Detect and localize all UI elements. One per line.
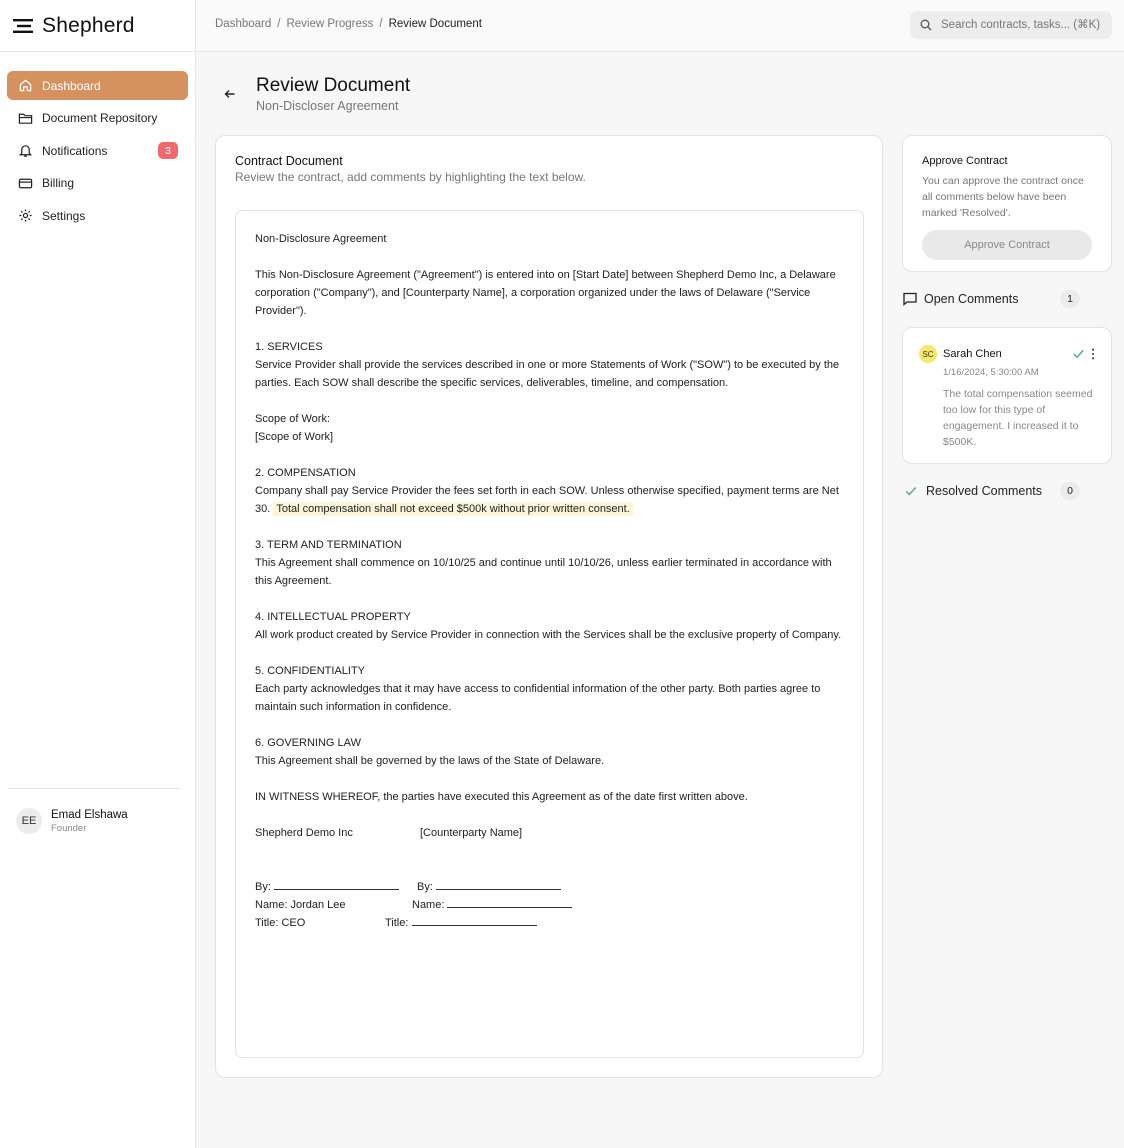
signature-parties	[255, 824, 844, 842]
doc-intro: This Non-Disclosure Agreement ("Agreement") is entered into on [Start Date] between Shepherd Demo Inc, a Delaware corporation ("Company"), and [Counterparty Name], a corporation organized under the laws of Delaware ("Service Provider").	[255, 269, 836, 317]
user-role: Founder	[51, 822, 87, 834]
signature-line	[412, 915, 537, 926]
section-title: 4. INTELLECTUAL PROPERTY	[255, 611, 411, 623]
notification-count-badge: 3	[158, 142, 178, 159]
search-icon	[920, 19, 932, 31]
user-name: Emad Elshawa	[51, 808, 128, 821]
signature-line	[274, 879, 399, 890]
section-text: Each party acknowledges that it may have access to confidential information of the other party. Both parties agree to maintain such information in confidence.	[255, 683, 821, 713]
section-title: 6. GOVERNING LAW	[255, 737, 361, 749]
signature-line	[447, 897, 572, 908]
document-text[interactable]	[235, 210, 864, 1058]
party-company: Shepherd Demo Inc	[255, 827, 353, 839]
resolved-comments-header[interactable]	[902, 481, 1112, 501]
sidebar-item-label: Settings	[42, 208, 86, 223]
breadcrumb-review-progress[interactable]: Review Progress	[286, 18, 374, 30]
section-text: This Agreement shall be governed by the laws of the State of Delaware.	[255, 755, 605, 767]
search-input[interactable]	[941, 19, 1101, 31]
page-subtitle: Non-Discloser Agreement	[256, 99, 399, 113]
sidebar-item-label: Dashboard	[42, 78, 101, 93]
name-label: Name:	[412, 899, 445, 911]
page-title: Review Document	[256, 75, 411, 96]
section-text: Company shall pay Service Provider the fees set forth in each SOW. Unless otherwise specified, payment terms are Net 30.	[255, 485, 839, 515]
resolved-comments-count: 0	[1060, 482, 1080, 500]
section-title: 1. SERVICES	[255, 341, 323, 353]
approve-description: You can approve the contract once all comments below have been marked 'Resolved'.	[922, 175, 1084, 219]
section-title: 5. CONFIDENTIALITY	[255, 665, 366, 677]
breadcrumb-current: Review Document	[388, 18, 482, 30]
more-options-icon[interactable]	[1091, 348, 1095, 360]
signature-by-row	[255, 878, 844, 896]
home-icon	[17, 78, 33, 94]
sidebar-item-dashboard[interactable]	[7, 71, 188, 100]
card-title: Contract Document	[235, 154, 343, 168]
scope-label: Scope of Work:	[255, 413, 330, 425]
sidebar-item-billing[interactable]	[7, 169, 188, 198]
topbar	[196, 0, 1124, 52]
by-label: By:	[255, 881, 271, 893]
comment-avatar: SC	[919, 345, 937, 363]
search-box[interactable]	[910, 11, 1112, 39]
doc-section-term	[255, 536, 844, 590]
comment-icon	[902, 291, 918, 307]
scope-value: [Scope of Work]	[255, 431, 334, 443]
approve-contract-card	[902, 135, 1112, 272]
approve-title: Approve Contract	[922, 155, 1008, 167]
sidebar-item-label: Document Repository	[42, 111, 158, 125]
sidebar-item-label: Billing	[42, 176, 75, 190]
open-comments-label: Open Comments	[924, 292, 1019, 306]
doc-heading: Non-Disclosure Agreement	[255, 233, 387, 245]
sidebar	[0, 0, 196, 1148]
doc-scope	[255, 410, 844, 446]
breadcrumb-dashboard[interactable]: Dashboard	[215, 18, 272, 30]
breadcrumb-separator: /	[277, 18, 281, 30]
signature-name-row	[255, 896, 844, 914]
avatar: EE	[16, 808, 42, 834]
section-text: All work product created by Service Provider in connection with the Services shall be the exclusive property of Company.	[255, 629, 842, 641]
resolve-check-icon[interactable]	[1072, 347, 1085, 360]
section-title: 3. TERM AND TERMINATION	[255, 539, 402, 551]
section-text: Service Provider shall provide the services described in one or more Statements of Work ("SOW") to be executed by the parties. Each SOW shall describe the specific services, deliverables, timeline, and compensation.	[255, 359, 840, 389]
doc-section-governing-law	[255, 734, 844, 770]
section-text: This Agreement shall commence on 10/10/25 and continue until 10/10/26, unless earlier terminated in accordance with this Agreement.	[255, 557, 832, 587]
approve-contract-button[interactable]: Approve Contract	[922, 230, 1092, 260]
doc-section-ip	[255, 608, 844, 644]
credit-card-icon	[17, 175, 33, 191]
comment-card[interactable]	[902, 327, 1112, 464]
signature-line	[436, 879, 561, 890]
comment-text: The total compensation seemed too low for this type of engagement. I increased it to $500K.	[943, 388, 1093, 448]
doc-section-compensation	[255, 464, 844, 518]
app-name: Shepherd	[42, 13, 135, 37]
comment-author: Sarah Chen	[943, 348, 1002, 360]
doc-section-services	[255, 338, 844, 392]
sidebar-item-document-repository[interactable]	[7, 104, 188, 133]
sidebar-item-label: Notifications	[42, 143, 108, 158]
resolved-comments-label: Resolved Comments	[926, 484, 1043, 498]
open-comments-count: 1	[1060, 290, 1080, 308]
shepherd-logo-icon	[12, 18, 36, 34]
sidebar-divider	[8, 788, 181, 789]
highlighted-text[interactable]: Total compensation shall not exceed $500k without prior written consent.	[273, 502, 632, 516]
check-icon	[904, 484, 918, 498]
card-description: Review the contract, add comments by highlighting the text below.	[235, 170, 586, 184]
sidebar-nav	[0, 52, 195, 230]
title-label: Title:	[385, 917, 409, 929]
back-arrow-icon[interactable]	[222, 86, 238, 102]
signature-title-row	[255, 914, 844, 932]
breadcrumb-separator: /	[379, 18, 383, 30]
logo[interactable]	[0, 0, 195, 52]
signer-title: Title: CEO	[255, 917, 306, 929]
sidebar-item-notifications[interactable]	[7, 136, 188, 165]
bell-icon	[17, 143, 33, 159]
by-label: By:	[417, 881, 433, 893]
open-comments-header[interactable]	[902, 289, 1112, 309]
user-profile[interactable]	[16, 808, 128, 834]
doc-witness: IN WITNESS WHEREOF, the parties have executed this Agreement as of the date first written above.	[255, 791, 748, 803]
party-counterparty: [Counterparty Name]	[420, 827, 523, 839]
comment-date: 1/16/2024, 5:30:00 AM	[943, 367, 1039, 378]
signer-name: Name: Jordan Lee	[255, 899, 346, 911]
gear-icon	[17, 208, 33, 224]
doc-section-confidentiality	[255, 662, 844, 716]
breadcrumb	[215, 18, 482, 30]
folder-icon	[17, 110, 33, 126]
sidebar-item-settings[interactable]	[7, 201, 188, 230]
contract-document-card	[215, 135, 883, 1078]
section-title: 2. COMPENSATION	[255, 467, 356, 479]
